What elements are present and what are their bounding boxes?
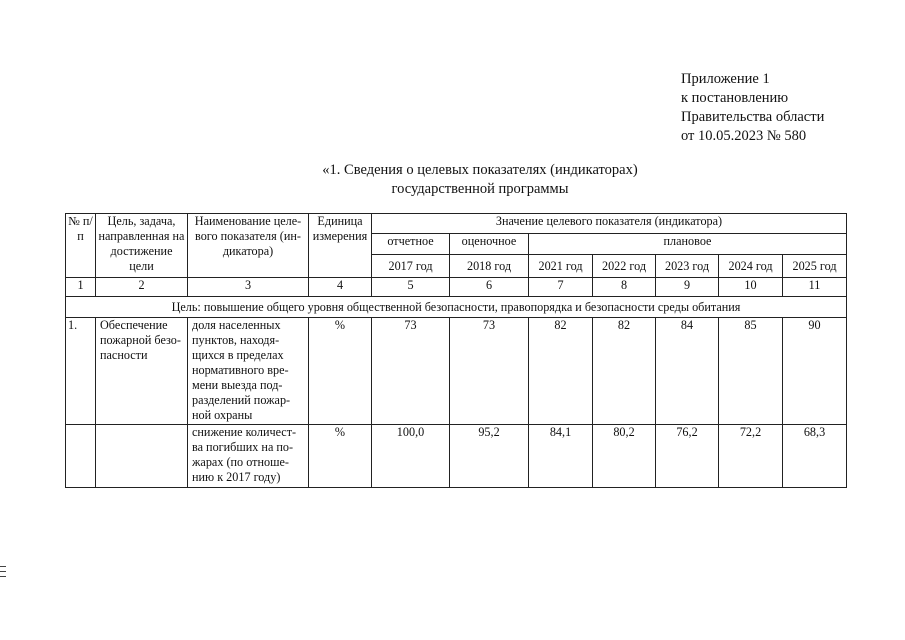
row-value: 68,3	[783, 425, 847, 488]
appendix-line-3: Правительства области	[681, 109, 825, 125]
row-indicator: доля населенных пунктов, находя-щихся в пределах нормативного вре-мени выезда под-разделений пожар-ной охраны	[188, 318, 309, 425]
column-number: 6	[450, 278, 529, 297]
row-value: 76,2	[656, 425, 719, 488]
header-num: № п/п	[66, 214, 96, 278]
header-unit: Единица измерения	[309, 214, 372, 278]
header-year: 2023 год	[656, 255, 719, 278]
scan-margin-mark	[0, 566, 6, 581]
row-value: 82	[529, 318, 593, 425]
row-value: 84,1	[529, 425, 593, 488]
row-value: 85	[719, 318, 783, 425]
column-number: 1	[66, 278, 96, 297]
column-number: 4	[309, 278, 372, 297]
column-number: 7	[529, 278, 593, 297]
table-row	[66, 318, 847, 425]
table-row	[66, 425, 847, 488]
title-line-2: государственной программы	[391, 181, 569, 197]
column-number: 3	[188, 278, 309, 297]
column-number: 11	[783, 278, 847, 297]
header-indicator: Наименование целе-вого показателя (ин-дикатора)	[188, 214, 309, 278]
header-year: 2017 год	[372, 255, 450, 278]
document-title	[270, 161, 690, 199]
row-task: Обеспечение пожарной безо-пасности	[96, 318, 188, 425]
header-reporting: отчетное	[372, 234, 450, 255]
header-planned: плановое	[529, 234, 847, 255]
appendix-note	[681, 70, 824, 146]
row-value: 82	[593, 318, 656, 425]
header-estimated: оценочное	[450, 234, 529, 255]
header-year: 2024 год	[719, 255, 783, 278]
row-unit: %	[309, 318, 372, 425]
appendix-line-4: от 10.05.2023 № 580	[681, 128, 807, 144]
column-number: 2	[96, 278, 188, 297]
row-num: 1.	[66, 318, 96, 425]
row-num	[66, 425, 96, 488]
row-value: 73	[372, 318, 450, 425]
header-year: 2018 год	[450, 255, 529, 278]
row-value: 73	[450, 318, 529, 425]
row-indicator: снижение количест-ва погибших на по-жарах (по отноше-нию к 2017 году)	[188, 425, 309, 488]
indicators-table	[65, 213, 847, 488]
column-number: 9	[656, 278, 719, 297]
row-value: 72,2	[719, 425, 783, 488]
header-value-group: Значение целевого показателя (индикатора)	[372, 214, 847, 234]
header-year: 2021 год	[529, 255, 593, 278]
header-year: 2025 год	[783, 255, 847, 278]
row-task	[96, 425, 188, 488]
title-line-1: «1. Сведения о целевых показателях (индикаторах)	[322, 162, 638, 178]
header-goal: Цель, задача, направленная на достижение цели	[96, 214, 188, 278]
row-unit: %	[309, 425, 372, 488]
row-value: 95,2	[450, 425, 529, 488]
row-value: 80,2	[593, 425, 656, 488]
row-value: 90	[783, 318, 847, 425]
row-value: 84	[656, 318, 719, 425]
header-year: 2022 год	[593, 255, 656, 278]
row-value: 100,0	[372, 425, 450, 488]
goal-row: Цель: повышение общего уровня общественной безопасности, правопорядка и безопасности среды обитания	[66, 297, 847, 318]
column-number: 8	[593, 278, 656, 297]
column-number: 5	[372, 278, 450, 297]
appendix-line-2: к постановлению	[681, 90, 789, 106]
column-number: 10	[719, 278, 783, 297]
appendix-line-1: Приложение 1	[681, 71, 770, 87]
